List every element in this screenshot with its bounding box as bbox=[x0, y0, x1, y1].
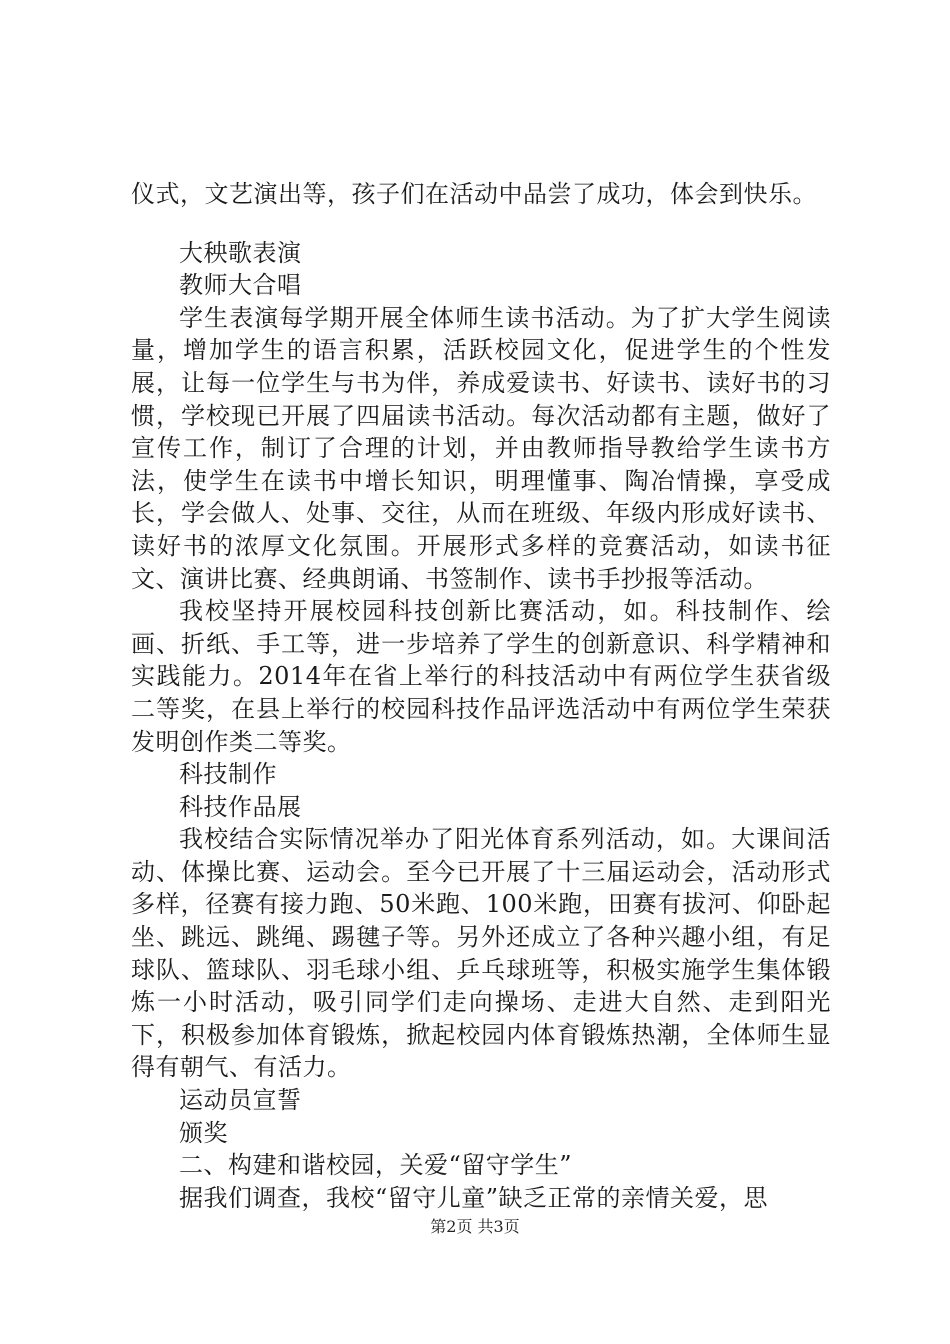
photo-caption-tech-making: 科技制作 bbox=[179, 760, 277, 789]
paragraph-left-behind-children: 据我们调查，我校“留守儿童”缺乏正常的亲情关爱，思 bbox=[179, 1183, 769, 1212]
photo-caption-tech-exhibit: 科技作品展 bbox=[179, 792, 302, 821]
paragraph-reading-activities: 学生表演每学期开展全体师生读书活动。为了扩大学生阅读量，增加学生的语言积累，活跃校园文化，促进学生的个性发展，让每一位学生与书为伴，养成爱读书、好读书、读好书的习惯，学校现已开展了四届读书活动。每次活动都有主题，做好了宣传工作，制订了合理的计划，并由教师指导教给学生读书方法，使学生在读书中增长知识，明理懂事、陶冶情操，享受成长，学会做人、处事、交往，从而在班级、年级内形成好读书、读好书的浓厚文化氛围。开展形式多样的竞赛活动，如读书征文、演讲比赛、经典朗诵、书签制作、读书手抄报等活动。 bbox=[131, 303, 831, 593]
document-body bbox=[131, 178, 831, 1214]
photo-caption-yangge: 大秧歌表演 bbox=[179, 238, 302, 267]
photo-caption-award: 颁奖 bbox=[179, 1118, 228, 1147]
paragraph-tech-innovation: 我校坚持开展校园科技创新比赛活动，如。科技制作、绘画、折纸、手工等，进一步培养了学生的创新意识、科学精神和实践能力。2014年在省上举行的科技活动中有两位学生获省级二等奖，在县上举行的校园科技作品评选活动中有两位学生荣获发明创作类二等奖。 bbox=[131, 597, 831, 756]
page-number-footer: 第2页 共3页 bbox=[430, 1217, 520, 1236]
paragraph-sports-activities: 我校结合实际情况举办了阳光体育系列活动，如。大课间活动、体操比赛、运动会。至今已开展了十三届运动会，活动形式多样，径赛有接力跑、50米跑、100米跑，田赛有拔河、仰卧起坐、跳远、跳绳、踢毽子等。另外还成立了各种兴趣小组，有足球队、篮球队、羽毛球小组、乒乓球班等，积极实施学生集体锻炼一小时活动，吸引同学们走向操场、走进大自然、走到阳光下，积极参加体育锻炼，掀起校园内体育锻炼热潮，全体师生显得有朝气、有活力。 bbox=[131, 825, 831, 1082]
photo-caption-chorus: 教师大合唱 bbox=[179, 271, 302, 300]
photo-caption-athlete-oath: 运动员宣誓 bbox=[179, 1086, 302, 1115]
section-heading: 二、构建和谐校园，关爱“留守学生” bbox=[179, 1151, 573, 1180]
paragraph-continued: 仪式，文艺演出等，孩子们在活动中品尝了成功，体会到快乐。 bbox=[131, 180, 817, 208]
